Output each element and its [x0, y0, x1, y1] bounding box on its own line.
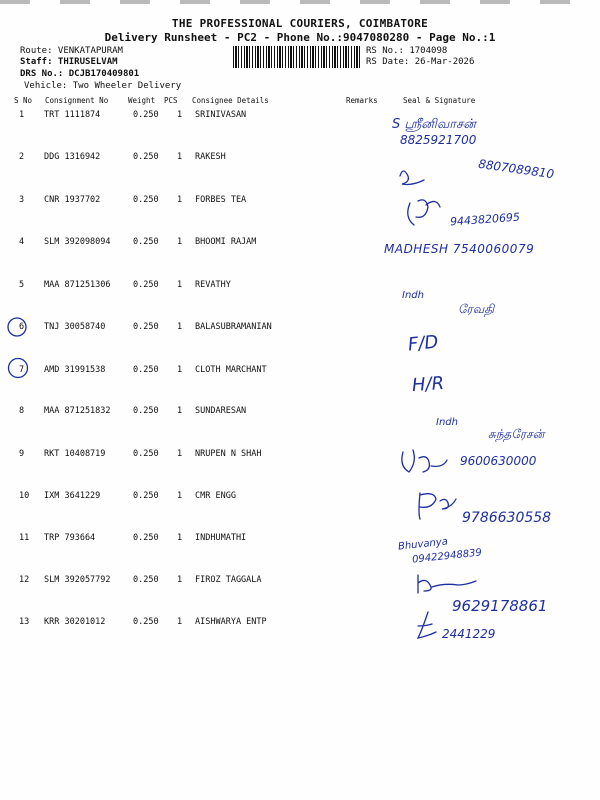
row-consignment: SLM 392057792	[44, 575, 111, 585]
row-pcs: 1	[177, 322, 183, 332]
row-consignee: AISHWARYA ENTP	[195, 617, 267, 627]
row-consignee: REVATHY	[195, 280, 231, 290]
row-weight: 0.250	[133, 533, 159, 543]
row-pcs: 1	[177, 195, 183, 205]
col-weight: Weight	[128, 96, 156, 105]
col-consignee: Consignee Details	[192, 96, 269, 105]
row-consignee: RAKESH	[195, 152, 226, 162]
row-weight: 0.250	[133, 575, 159, 585]
row-consignee: BHOOMI RAJAM	[195, 237, 257, 247]
hw-row8-initial: Indh	[436, 417, 458, 428]
row-consignment: TNJ 30058740	[44, 322, 106, 332]
row-weight: 0.250	[133, 365, 159, 375]
row-sno: 3	[19, 195, 25, 205]
row-consignment: KRR 30201012	[44, 617, 106, 627]
row-pcs: 1	[177, 110, 183, 120]
row-sno: 5	[19, 280, 25, 290]
col-remarks: Remarks	[346, 96, 378, 105]
row-weight: 0.250	[133, 152, 159, 162]
row-sno: 9	[19, 449, 25, 459]
hw-row5-initial: Indh	[402, 290, 424, 301]
rs-number: RS No.: 1704098	[366, 46, 448, 56]
hw-row12-phone: 9629178861	[452, 597, 548, 615]
hw-row11-name: Bhuvanya	[397, 536, 449, 553]
row-consignee: CLOTH MARCHANT	[195, 365, 267, 375]
col-pcs: PCS	[164, 96, 178, 105]
row-weight: 0.250	[133, 110, 159, 120]
row-pcs: 1	[177, 617, 183, 627]
route-label: Route: VENKATAPURAM	[20, 46, 123, 56]
signature-row-10	[419, 493, 456, 519]
hw-row7-note: H/R	[411, 372, 445, 397]
hw-row11-phone: 09422948839	[411, 547, 483, 566]
row-sno: 6	[19, 322, 25, 332]
row-weight: 0.250	[133, 406, 159, 416]
row-pcs: 1	[177, 280, 183, 290]
rs-date: RS Date: 26-Mar-2026	[366, 57, 475, 67]
row-consignment: MAA 871251306	[44, 280, 111, 290]
signature-row-9	[402, 450, 447, 472]
row-pcs: 1	[177, 533, 183, 543]
row-sno: 1	[19, 110, 25, 120]
row-consignment: AMD 31991538	[44, 365, 106, 375]
signature-row-3	[408, 200, 440, 225]
row-consignee: CMR ENGG	[195, 491, 236, 501]
row-consignment: DDG 1316942	[44, 152, 101, 162]
signature-row-13	[418, 612, 436, 638]
row-6-circle-mark	[8, 318, 26, 336]
hw-row3-phone: 9443820695	[449, 210, 521, 229]
row-consignment: TRT 1111874	[44, 110, 101, 120]
row-weight: 0.250	[133, 195, 159, 205]
row-weight: 0.250	[133, 237, 159, 247]
row-weight: 0.250	[133, 617, 159, 627]
runsheet-subtitle: Delivery Runsheet - PC2 - Phone No.:9047080280 - Page No.:1	[104, 31, 496, 44]
row-consignee: SRINIVASAN	[195, 110, 247, 120]
row-weight: 0.250	[133, 449, 159, 459]
row-sno: 4	[19, 237, 25, 247]
hw-row2-phone: 8807089810	[477, 156, 555, 182]
row-consignment: MAA 871251832	[44, 406, 111, 416]
row-consignee: BALASUBRAMANIAN	[195, 322, 272, 332]
row-consignment: IXM 3641229	[44, 491, 101, 501]
row-sno: 13	[19, 617, 30, 627]
row-sno: 7	[19, 365, 25, 375]
col-sno: S No	[14, 96, 33, 105]
hw-row8-tamil: சுந்தரேசன்	[488, 427, 545, 441]
row-sno: 12	[19, 575, 30, 585]
row-pcs: 1	[177, 575, 183, 585]
vehicle-label: Vehicle: Two Wheeler Delivery	[24, 81, 182, 91]
row-consignment: CNR 1937702	[44, 195, 101, 205]
company-title: THE PROFESSIONAL COURIERS, COIMBATORE	[171, 17, 429, 30]
staff-label: Staff: THIRUSELVAM	[20, 57, 118, 67]
row-consignment: RKT 10408719	[44, 449, 106, 459]
hw-row6-note: F/D	[406, 331, 440, 356]
row-pcs: 1	[177, 365, 183, 375]
signature-row-12	[418, 575, 476, 593]
col-seal-signature: Seal & Signature	[403, 96, 476, 105]
row-consignment: TRP 793664	[44, 533, 96, 543]
row-consignee: SUNDARESAN	[195, 406, 247, 416]
row-consignment: SLM 392098094	[44, 237, 111, 247]
hw-row9-phone: 9600630000	[460, 454, 537, 468]
row-sno: 2	[19, 152, 25, 162]
row-sno: 8	[19, 406, 25, 416]
drs-label: DRS No.: DCJB170409801	[20, 69, 140, 79]
row-consignee: INDHUMATHI	[195, 533, 247, 543]
signature-row-2	[400, 171, 424, 185]
row-consignee: NRUPEN N SHAH	[195, 449, 262, 459]
row-weight: 0.250	[133, 491, 159, 501]
row-pcs: 1	[177, 449, 183, 459]
hw-row5-tamil: ரேவதி	[458, 302, 495, 316]
hw-row4-text: MADHESH 7540060079	[384, 242, 535, 256]
row-consignee: FORBES TEA	[195, 195, 247, 205]
row-pcs: 1	[177, 152, 183, 162]
row-7-circle-mark	[9, 359, 28, 378]
row-pcs: 1	[177, 491, 183, 501]
row-sno: 11	[19, 533, 30, 543]
hw-row10-phone: 9786630558	[462, 510, 552, 526]
row-sno: 10	[19, 491, 30, 501]
row-weight: 0.250	[133, 322, 159, 332]
row-pcs: 1	[177, 237, 183, 247]
hw-row1-phone: 8825921700	[400, 133, 477, 147]
hw-row13-phone: 2441229	[442, 627, 496, 641]
row-weight: 0.250	[133, 280, 159, 290]
hw-row1-name: S ஸ்ரீனிவாசன்	[392, 117, 476, 132]
row-consignee: FIROZ TAGGALA	[195, 575, 262, 585]
col-consignment: Consignment No	[45, 96, 109, 105]
row-pcs: 1	[177, 406, 183, 416]
